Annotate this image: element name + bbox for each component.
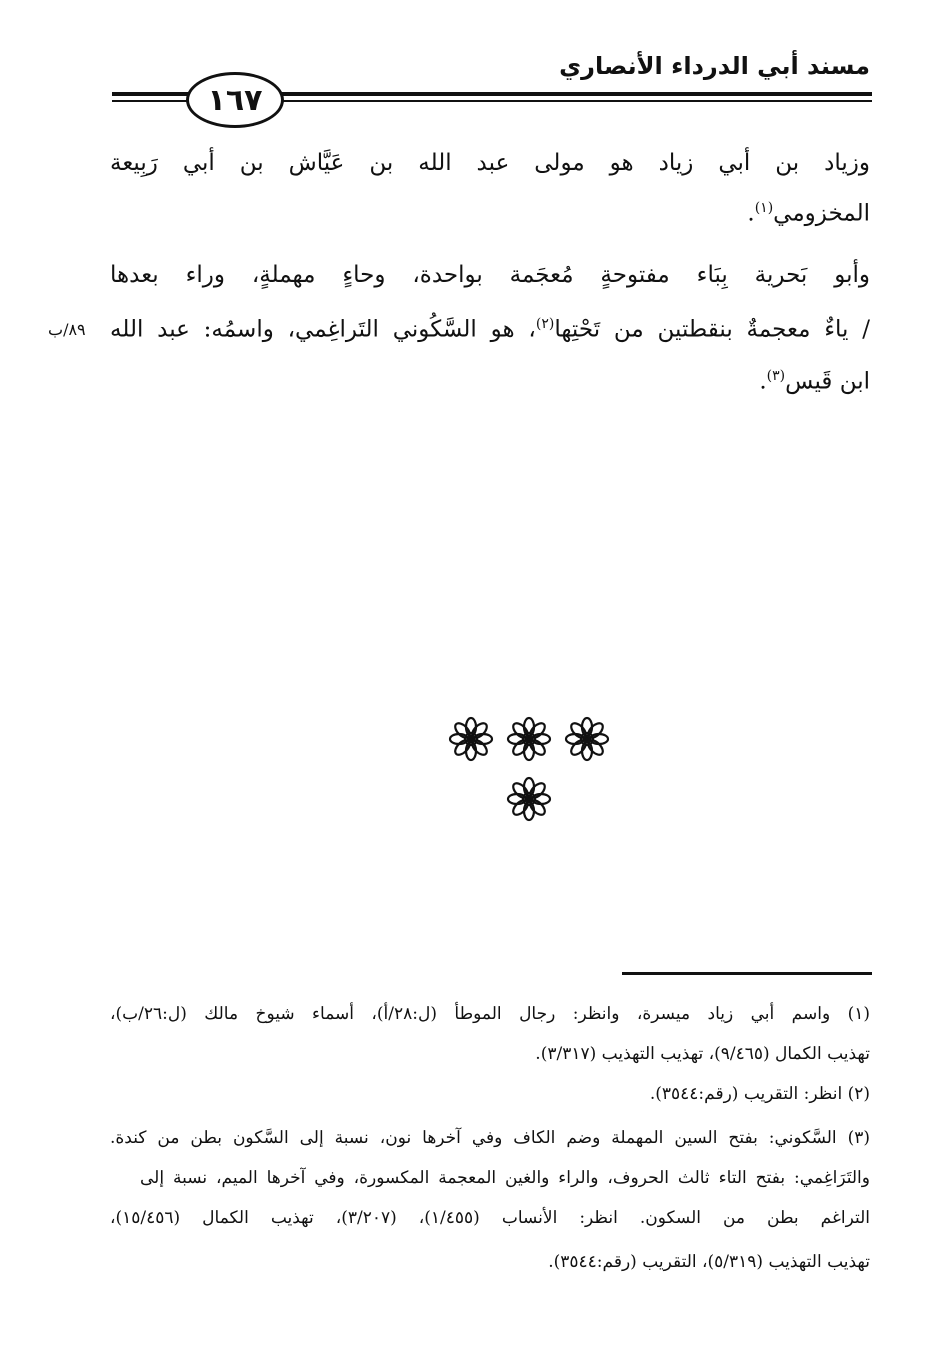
body-line-2 [110, 200, 870, 227]
footnote-line-5: والتَرَاغِمي: بفتح التاء ثالث الحروف، والراء والغين المعجمة المكسورة، وفي آخرها الميم، نسبة إلى [140, 1168, 870, 1188]
footnote-line-6: التراغم بطن من السكون. انظر: الأنساب (١/٤٥٥)، (٣/٢٠٧)، تهذيب الكمال (١٥/٤٥٦)، [110, 1208, 871, 1228]
page-number-badge [186, 72, 284, 128]
footnote-ref-3[interactable]: (٣) [766, 368, 786, 384]
body-line-2-end: . [747, 200, 755, 227]
footnote-line-7: تهذيب التهذيب (٥/٣١٩)، التقريب (رقم:٣٥٤٤). [548, 1252, 870, 1272]
page-number: ١٦٧ [207, 82, 263, 118]
body-line-4 [110, 316, 870, 343]
body-line-2-text: المخزومي [773, 200, 870, 227]
body-line-5-end: . [759, 368, 767, 395]
footnote-line-2: تهذيب الكمال (٩/٤٦٥)، تهذيب التهذيب (٣/٣١٧). [535, 1044, 870, 1064]
flower-ornament-icon [506, 776, 552, 822]
body-line-5-text: ابن قَيس [785, 368, 870, 395]
flower-ornament-icon [448, 716, 494, 762]
footnote-line-1: (١) واسم أبي زياد ميسرة، وانظر: رجال الموطأ (ل:٢٨/أ)، أسماء شيوخ مالك (ل:٢٦/ب)، [110, 1004, 870, 1024]
body-line-3: وأبو بَحرية بِبَاء مفتوحةٍ مُعجَمة بواحدة، وحاءٍ مهملةٍ، وراء بعدها [110, 262, 870, 288]
flower-ornament-icon [564, 716, 610, 762]
body-line-4-tail: ، هو السَّكُوني التَراغِمي، واسمُه: عبد الله [110, 316, 536, 343]
footnote-line-3: (٢) انظر: التقريب (رقم:٣٥٤٤). [649, 1084, 870, 1104]
footnote-ref-2[interactable]: (٢) [535, 316, 555, 332]
running-title: مسند أبي الدرداء الأنصاري [559, 52, 870, 80]
flower-ornament-icon [506, 716, 552, 762]
body-line-5 [110, 368, 870, 395]
body-line-4-text: / ياءٌ معجمةٌ بنقطتين من تَحْتِها [554, 316, 871, 343]
footnote-ref-1[interactable]: (١) [754, 200, 774, 216]
body-line-1: وزياد بن أبي زياد هو مولى عبد الله بن عَيَّاش بن أبي رَبِيعة [110, 150, 870, 176]
footnote-line-4: (٣) السَّكوني: بفتح السين المهملة وضم الكاف وفي آخرها نون، نسبة إلى السَّكون بطن من كندة. [110, 1128, 870, 1148]
footnote-separator [622, 972, 872, 975]
manuscript-folio-note: ٨٩/ب [48, 320, 86, 339]
